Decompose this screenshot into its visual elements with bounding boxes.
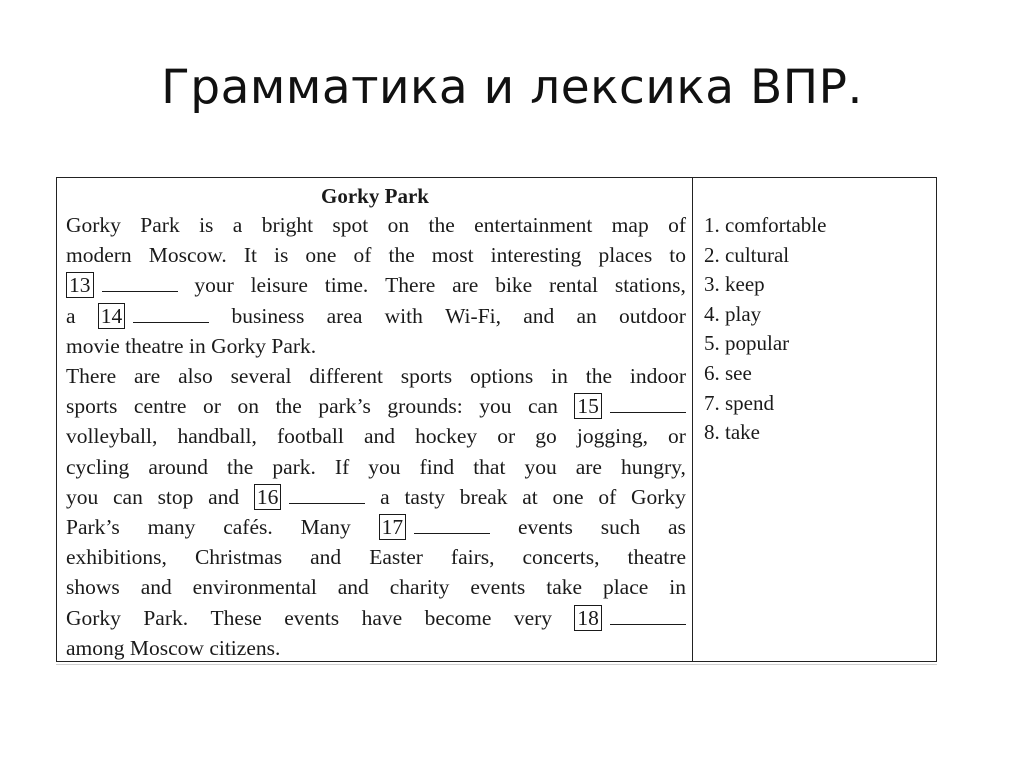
text-word: and [310,545,342,570]
text-word: theatre [627,545,686,570]
table-bottom-shadow [56,664,937,665]
text-word: stop [157,484,194,509]
text-word: on [237,394,259,419]
text-word: Christmas [194,545,283,570]
text-line [66,573,686,601]
gap-number-box: 14 [98,303,126,329]
text-word: is [274,243,289,268]
gap-group [254,483,366,511]
text-word: or [497,424,516,449]
text-word: one [552,484,584,509]
text-word: Park’s [66,515,120,539]
text-line [66,453,686,481]
gap-group [98,302,210,330]
word-bank-item: 5. popular [704,331,790,356]
text-word: tasty [404,484,446,509]
text-line [66,271,686,299]
word-bank-item: 3. keep [704,272,765,297]
text-word: can [112,484,143,509]
text-word: park. [272,454,316,479]
text-word: around [148,454,209,479]
text-word: one [305,243,337,268]
answer-blank[interactable] [289,485,365,504]
text-line [66,362,686,390]
slide-title: Грамматика и лексика ВПР. [161,60,863,115]
text-word: places [598,243,653,268]
text-word: time. [324,273,369,298]
text-word: can [528,394,558,419]
text-line [66,422,686,450]
text-word: such [600,515,641,539]
text-word: handball, [177,424,257,449]
word-bank-cell [693,178,936,661]
text-word: rental [549,273,598,298]
text-word: are [452,273,479,298]
text-word: entertainment [474,213,593,237]
text-word: shows [66,575,120,600]
text-word: map [611,213,649,237]
gap-number-box: 18 [574,605,602,631]
text-word: charity [389,575,450,600]
text-word: environmental [192,575,317,600]
text-word: as [668,515,686,539]
text-word: of [353,243,372,268]
text-word: There [385,273,436,298]
text-line [66,543,686,571]
text-word: It [243,243,257,268]
text-word: a [66,303,76,328]
word-bank-item: 8. take [704,420,760,445]
text-word: break [459,484,508,509]
task-table [56,177,937,662]
text-word: find [419,454,455,479]
text-word: modern [66,243,132,268]
text-word: volleyball, [66,424,158,449]
answer-blank[interactable] [414,515,490,534]
text-word: the [428,213,455,237]
text-word: concerts, [522,545,600,570]
text-word: Park [140,213,180,237]
text-word: the [388,243,415,268]
word-bank-item: 1. comfortable [704,213,827,237]
text-word: with [384,303,423,328]
text-line [66,302,686,330]
text-word: grounds: [387,394,463,419]
text-word: Moscow. [148,243,227,268]
gap-group [66,271,178,299]
text-word: bright [261,213,314,237]
text-word: Gorky [66,213,121,237]
text-word: you [524,454,557,479]
gap-number-box: 15 [574,393,602,419]
text-word: become [424,605,492,630]
text-word: very [513,605,553,630]
text-word: or [202,394,221,419]
text-word: events [284,605,340,630]
text-word: Many [300,515,351,539]
answer-blank[interactable] [610,394,686,413]
text-line-content: movie theatre in Gorky Park. [66,333,317,358]
text-word: and [140,575,172,600]
word-bank-list [704,211,826,448]
text-word: outdoor [619,303,686,328]
text-word: you [479,394,512,419]
text-word: Park. [143,605,189,630]
gap-group [574,604,686,632]
gap-group [574,392,686,420]
text-word: hockey [415,424,478,449]
word-bank-item: 2. cultural [704,242,790,267]
text-line-content: among Moscow citizens. [66,635,281,660]
text-word: Gorky [66,605,121,630]
text-word: the [275,394,302,419]
text-word: several [230,364,292,388]
text-word: an [576,303,597,328]
text-word: hungry, [620,454,686,479]
text-word: also [178,364,213,388]
text-word: is [199,213,214,237]
gap-group [379,513,491,541]
text-word: many [147,515,196,539]
text-word: different [309,364,383,388]
text-word: and [363,424,395,449]
text-word: These [210,605,262,630]
text-word: to [669,243,686,268]
text-line [66,604,686,632]
text-word: in [551,364,568,388]
text-word: take [546,575,583,600]
text-word: you [368,454,401,479]
text-word: Easter [369,545,423,570]
text-line [66,241,686,269]
text-word: bike [495,273,533,298]
gap-number-box: 13 [66,272,94,298]
text-word: that [473,454,506,479]
text-word: interesting [490,243,582,268]
text-word: indoor [629,364,686,388]
text-word: sports [66,394,118,419]
text-word: your [194,273,234,298]
text-word: are [133,364,161,388]
text-word: a [232,213,243,237]
gap-number-box: 17 [379,514,407,540]
text-word: at [522,484,538,509]
text-word: on [387,213,410,237]
text-word: Gorky [630,484,686,509]
text-line [66,513,686,541]
text-word: you [66,484,99,509]
text-word: jogging, [576,424,648,449]
text-line [66,392,686,420]
text-word: events [517,515,573,539]
text-word: events [470,575,526,600]
text-word: business [231,303,305,328]
text-word: exhibitions, [66,545,167,570]
text-word: or [668,424,686,449]
text-word: Wi-Fi, [445,303,501,328]
text-word: stations, [614,273,686,298]
text-word: football [276,424,344,449]
answer-blank[interactable] [610,606,686,625]
text-word: cycling [66,454,130,479]
text-cell [57,178,693,661]
word-bank-item: 7. spend [704,390,774,415]
answer-blank[interactable] [133,304,209,323]
text-word: are [575,454,602,479]
text-line [66,483,686,511]
text-word: area [326,303,363,328]
text-word: and [208,484,240,509]
text-word: of [668,213,686,237]
answer-blank[interactable] [102,273,178,292]
text-word: and [523,303,555,328]
text-word: fairs, [450,545,495,570]
text-title: Gorky Park [321,184,429,208]
text-word: cafés. [223,515,273,539]
text-word: leisure [250,273,308,298]
text-word: a [380,484,390,509]
text-word: spot [332,213,369,237]
text-line [66,332,686,360]
word-bank-item: 6. see [704,360,752,385]
text-line [66,634,686,662]
text-word: sports [400,364,453,388]
text-word: the [227,454,254,479]
text-word: If [334,454,350,479]
text-word: of [598,484,617,509]
text-line [66,211,686,239]
gap-number-box: 16 [254,484,282,510]
text-word: the [585,364,613,388]
text-word: place [602,575,649,600]
text-word: most [431,243,474,268]
text-word: go [535,424,557,449]
text-word: park’s [318,394,371,419]
text-word: in [669,575,686,600]
word-bank-item: 4. play [704,301,762,326]
text-word: centre [133,394,187,419]
text-word: have [361,605,403,630]
text-word: and [337,575,369,600]
text-word: There [66,364,117,388]
text-word: options [469,364,534,388]
